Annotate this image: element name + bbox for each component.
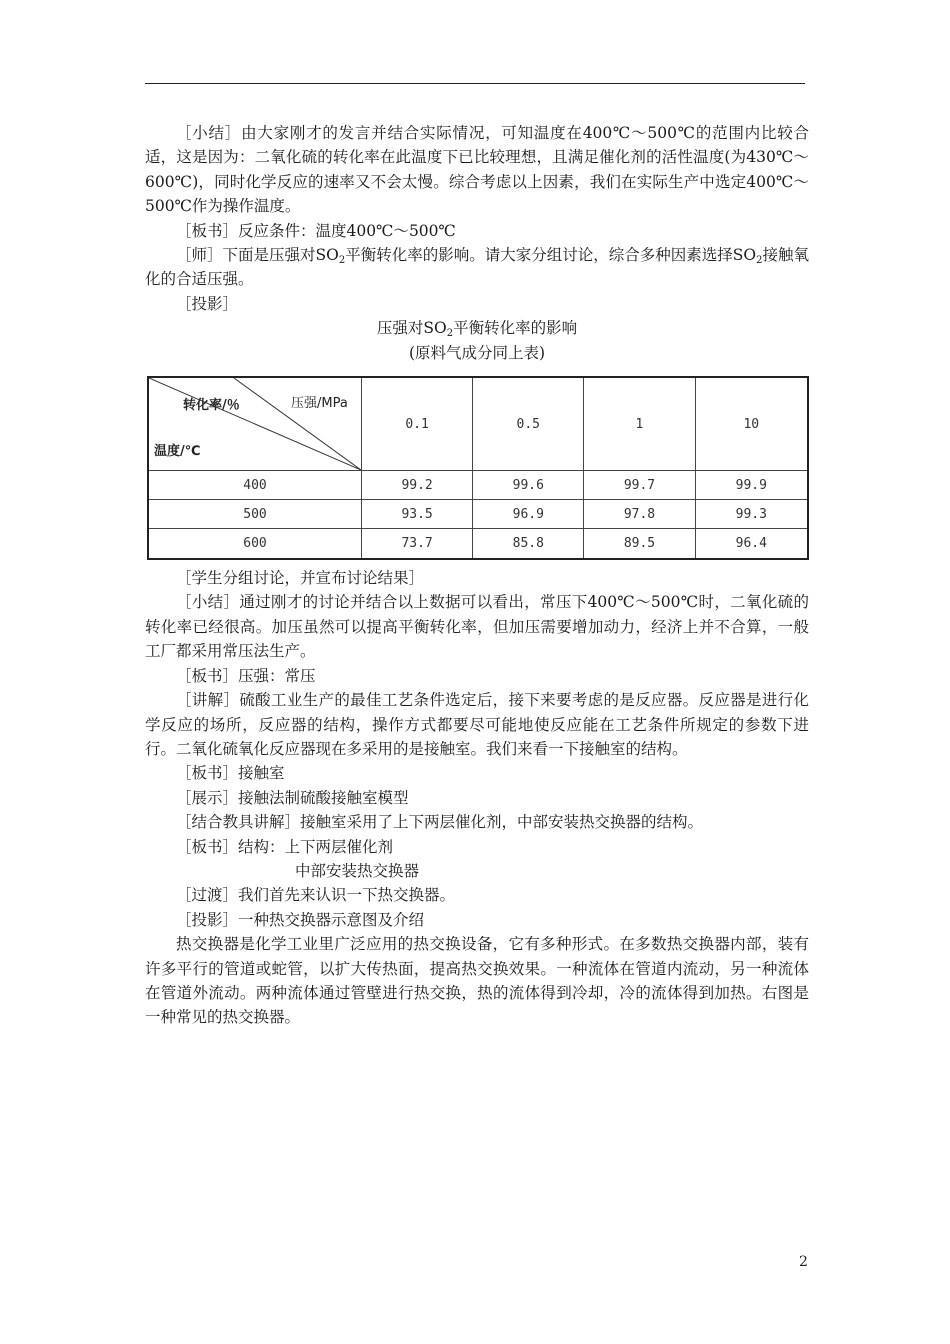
value-cell: 97.8 — [584, 500, 695, 529]
conversion-table-wrapper — [147, 376, 809, 560]
display-model: ［展示］接触法制硫酸接触室模型 — [176, 788, 409, 807]
table-row — [148, 500, 808, 529]
board-structure: ［板书］结构：上下两层催化剂 — [176, 837, 394, 856]
teaching-aid-explanation: ［结合教具讲解］接触室采用了上下两层催化剂，中部安装热交换器的结构。 — [176, 813, 704, 832]
pressure-label: 压强/MPa — [291, 396, 348, 411]
table-header-row — [148, 377, 808, 471]
value-cell: 93.5 — [362, 500, 473, 529]
temperature-cell: 400 — [148, 471, 362, 500]
table-subtitle: (原料气成分同上表) — [408, 343, 546, 362]
teacher-paragraph: ［师］下面是压强对$SO_2$平衡转化率的影响。请大家分组讨论，综合多种因素选择$SO_2$接触氧化的合适压强。 — [145, 246, 809, 289]
value-cell: 99.9 — [695, 471, 808, 500]
pressure-header: 0.1 — [362, 377, 473, 471]
transition: ［过渡］我们首先来认识一下热交换器。 — [176, 886, 456, 905]
projection-label: ［投影］ — [176, 294, 239, 313]
lecture-paragraph: ［讲解］硫酸工业生产的最佳工艺条件选定后，接下来要考虑的是反应器。反应器是进行化学反应的场所，反应器的结构，操作方式都要尽可能地使反应能在工艺条件所规定的参数下进行。二氧化硫氧化反应器现在多采用的是接触室。我们来看一下接触室的结构。 — [145, 691, 809, 758]
projection-heat-exchanger: ［投影］一种热交换器示意图及介绍 — [176, 910, 425, 929]
pressure-header: 10 — [695, 377, 808, 471]
header-rule — [145, 83, 805, 84]
table-title: 压强对$SO_2$平衡转化率的影响 — [376, 319, 578, 340]
pressure-header: 0.5 — [473, 377, 584, 471]
board-structure-cont: 中部安装热交换器 — [295, 861, 420, 880]
value-cell: 99.6 — [473, 471, 584, 500]
temperature-label: 温度/℃ — [154, 444, 201, 459]
page-number: 2 — [799, 1254, 808, 1270]
value-cell: 96.9 — [473, 500, 584, 529]
board-pressure: ［板书］压强：常压 — [176, 666, 316, 685]
value-cell: 99.7 — [584, 471, 695, 500]
diagonal-header-cell — [148, 377, 362, 471]
table-row — [148, 471, 808, 500]
group-discussion: ［学生分组讨论，并宣布讨论结果］ — [176, 569, 425, 588]
value-cell: 99.2 — [362, 471, 473, 500]
heat-exchanger-paragraph: 热交换器是化学工业里广泛应用的热交换设备，它有多种形式。在多数热交换器内部，装有许多平行的管道或蛇管，以扩大传热面，提高热交换效果。一种流体在管道内流动，另一种流体在管道外流动。两种流体通过管壁进行热交换，热的流体得到冷却，冷的流体得到加热。右图是一种常见的热交换器。 — [145, 935, 809, 1027]
rate-label: 转化率/％ — [183, 398, 240, 413]
summary-paragraph-2: ［小结］通过刚才的讨论并结合以上数据可以看出，常压下400℃～500℃时，二氧化硫的转化率已经很高。加压虽然可以提高平衡转化率，但加压需要增加动力，经济上并不合算，一般工厂都采用常压法生产。 — [145, 593, 809, 661]
value-cell: 85.8 — [473, 529, 584, 559]
summary-paragraph: ［小结］由大家刚才的发言并结合实际情况，可知温度在400℃～500℃的范围内比较合适，这是因为：二氧化硫的转化率在此温度下已比较理想，且满足催化剂的活性温度(为430℃～600℃)，同时化学反应的速率又不会太慢。综合考虑以上因素，我们在实际生产中选定400℃～500℃作为操作温度。 — [145, 124, 809, 216]
value-cell: 99.3 — [695, 500, 808, 529]
temperature-cell: 500 — [148, 500, 362, 529]
document-body — [145, 121, 809, 1030]
value-cell: 89.5 — [584, 529, 695, 559]
board-reaction-conditions: ［板书］反应条件：温度400℃～500℃ — [176, 221, 456, 240]
value-cell: 73.7 — [362, 529, 473, 559]
value-cell: 96.4 — [695, 529, 808, 559]
board-contact-chamber: ［板书］接触室 — [176, 764, 285, 783]
pressure-header: 1 — [584, 377, 695, 471]
temperature-cell: 600 — [148, 529, 362, 559]
conversion-rate-table — [147, 376, 809, 560]
table-row — [148, 529, 808, 559]
